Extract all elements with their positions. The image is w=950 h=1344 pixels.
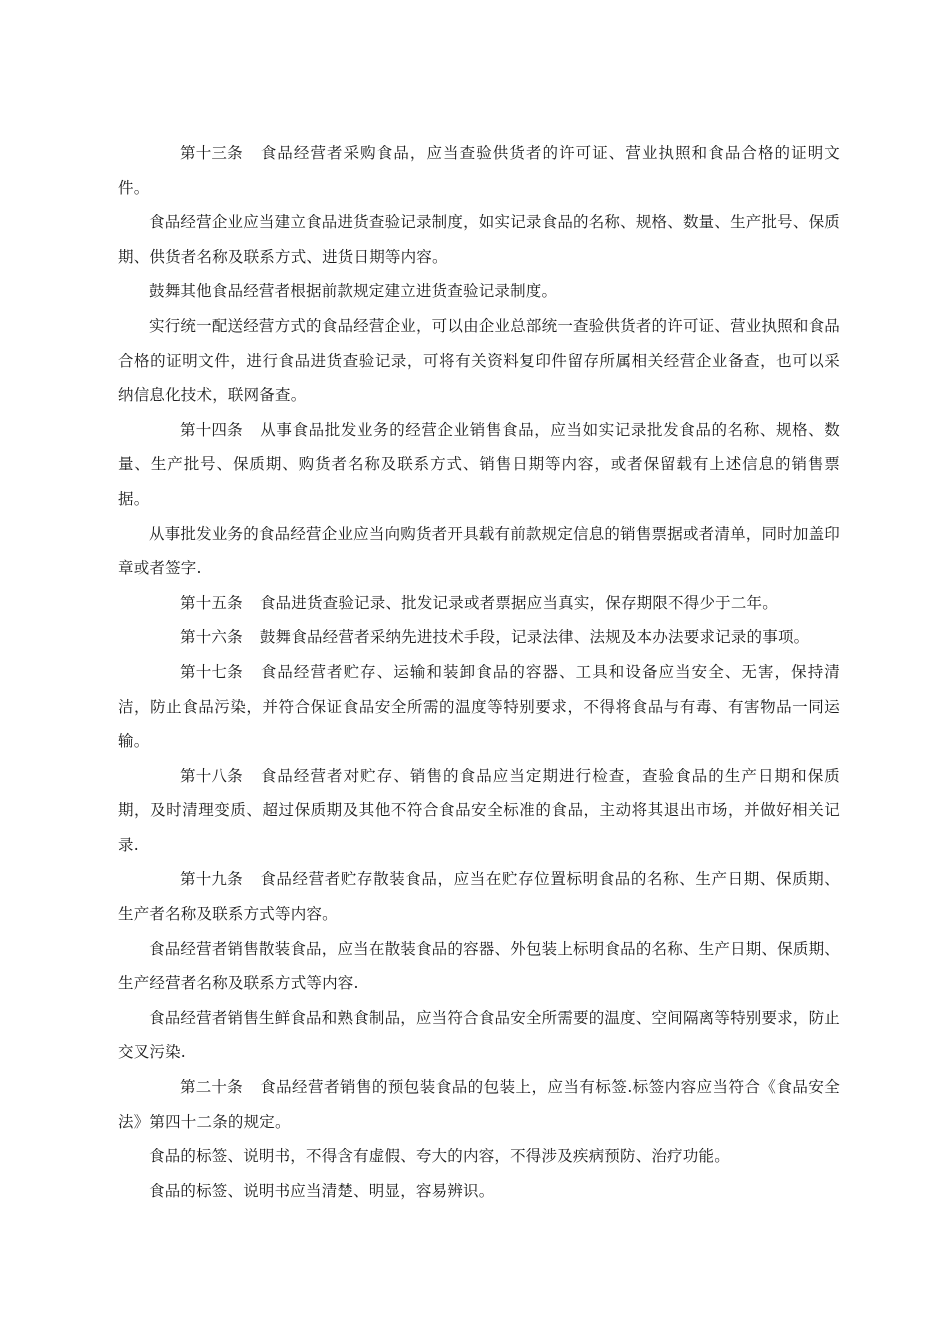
paragraph-art20	[118, 1070, 840, 1139]
paragraph-text: 食品经营者对贮存、销售的食品应当定期进行检查，查验食品的生产日期和保质期，及时清理变质、超过保质期及其他不符合食品安全标准的食品，主动将其退出市场，并做好相关记录.	[118, 766, 840, 854]
article-number: 第十八条	[180, 766, 243, 785]
paragraph	[118, 205, 840, 274]
paragraph-text: 食品经营企业应当建立食品进货查验记录制度，如实记录食品的名称、规格、数量、生产批号、保质期、供货者名称及联系方式、进货日期等内容。	[118, 213, 840, 266]
paragraph	[118, 517, 840, 586]
paragraph-text: 食品经营者贮存、运输和装卸食品的容器、工具和设备应当安全、无害，保持清洁，防止食品污染，并符合保证食品安全所需的温度等特别要求，不得将食品与有毒、有害物品一同运输。	[118, 662, 840, 751]
article-number: 第十七条	[180, 662, 243, 681]
paragraph-text: 食品的标签、说明书应当清楚、明显，容易辨识。	[149, 1181, 495, 1200]
paragraph-text: 食品经营者销售的预包装食品的包装上，应当有标签.标签内容应当符合《食品安全法》第四十二条的规定。	[118, 1078, 840, 1131]
paragraph-art15	[118, 586, 840, 621]
paragraph-text: 实行统一配送经营方式的食品经营企业，可以由企业总部统一查验供货者的许可证、营业执照和食品合格的证明文件，进行食品进货查验记录，可将有关资料复印件留存所属相关经营企业备查，也可以采纳信息化技术，联网备查。	[118, 316, 840, 405]
paragraph-text: 鼓舞食品经营者采纳先进技术手段，记录法律、法规及本办法要求记录的事项。	[259, 628, 810, 647]
paragraph-art14	[118, 413, 840, 517]
paragraph-art13	[118, 136, 840, 205]
paragraph-art16	[118, 620, 840, 655]
article-number: 第十九条	[180, 870, 243, 889]
article-number: 第十六条	[180, 628, 243, 647]
paragraph-text: 食品经营者采购食品，应当查验供货者的许可证、营业执照和食品合格的证明文件。	[118, 144, 840, 197]
article-number: 第二十条	[180, 1078, 243, 1097]
paragraph-text: 食品进货查验记录、批发记录或者票据应当真实，保存期限不得少于二年。	[259, 593, 778, 612]
paragraph-text: 食品经营者销售生鲜食品和熟食制品，应当符合食品安全所需要的温度、空间隔离等特别要求，防止交叉污染.	[118, 1008, 840, 1062]
paragraph	[118, 274, 840, 309]
paragraph	[118, 1174, 840, 1209]
paragraph	[118, 932, 840, 1001]
paragraph	[118, 309, 840, 413]
article-number: 第十五条	[180, 593, 243, 612]
paragraph-text: 鼓舞其他食品经营者根据前款规定建立进货查验记录制度。	[149, 282, 558, 301]
paragraph	[118, 1001, 840, 1070]
paragraph-art19	[118, 862, 840, 931]
article-number: 第十三条	[180, 144, 243, 162]
paragraph-text: 食品经营者贮存散装食品，应当在贮存位置标明食品的名称、生产日期、保质期、生产者名称及联系方式等内容。	[118, 870, 840, 924]
paragraph-art17	[118, 655, 840, 759]
paragraph-text: 食品经营者销售散装食品，应当在散装食品的容器、外包装上标明食品的名称、生产日期、保质期、生产经营者名称及联系方式等内容.	[118, 939, 840, 993]
paragraph-art18	[118, 759, 840, 863]
paragraph	[118, 1139, 840, 1174]
article-number: 第十四条	[180, 420, 243, 439]
paragraph-text: 从事批发业务的食品经营企业应当向购货者开具载有前款规定信息的销售票据或者清单，同时加盖印章或者签字.	[118, 524, 840, 578]
paragraph-text: 食品的标签、说明书，不得含有虚假、夸大的内容，不得涉及疾病预防、治疗功能。	[149, 1147, 730, 1166]
document-page	[118, 136, 840, 1208]
paragraph-text: 从事食品批发业务的经营企业销售食品，应当如实记录批发食品的名称、规格、数量、生产批号、保质期、购货者名称及联系方式、销售日期等内容，或者保留载有上述信息的销售票据。	[118, 420, 840, 508]
